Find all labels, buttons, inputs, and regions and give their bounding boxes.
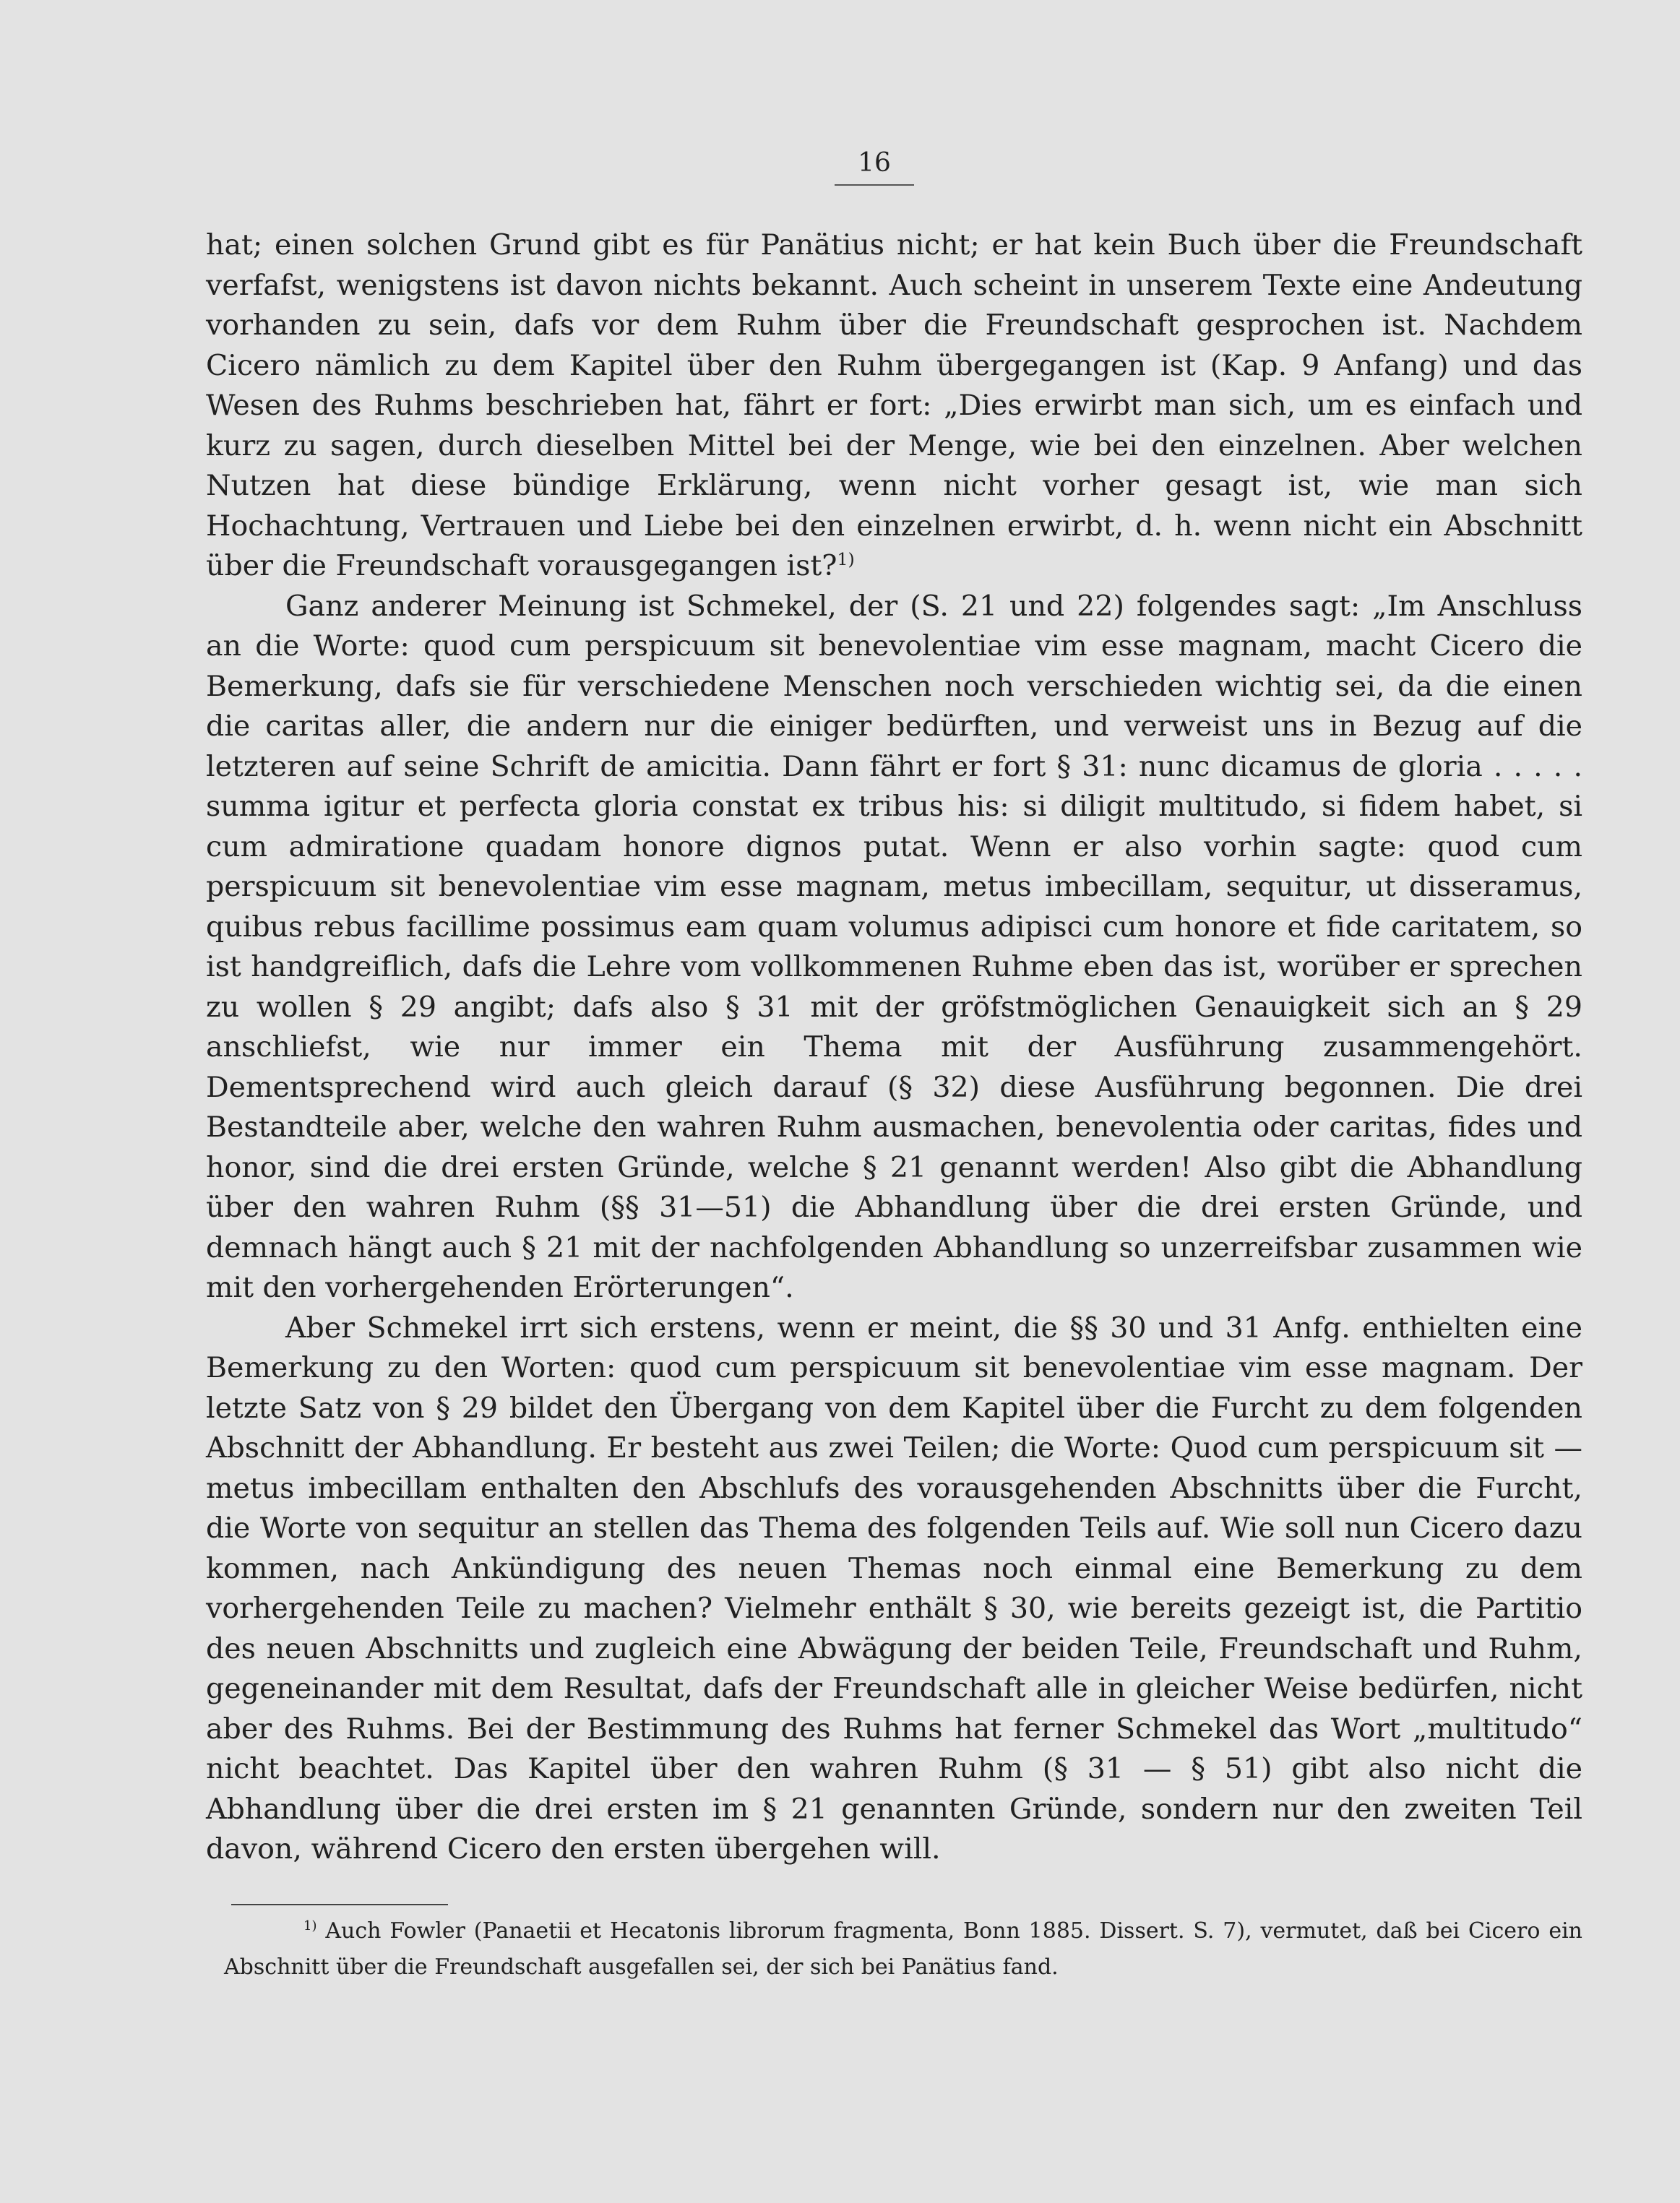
footnote-mark: 1) — [303, 1918, 317, 1933]
footnote — [224, 1913, 1582, 1986]
paragraph — [206, 587, 1582, 1309]
footnote-rule — [231, 1904, 448, 1905]
paragraph-text: Aber Schmekel irrt sich erstens, wenn er meint, die §§ 30 und 31 Anfg. enthielten eine Bemerkung zu den Worten: quod cum perspicuum sit benevolentiae vim esse magnam. Der letzte Satz von § 29 bildet den Übergang von dem Kapitel über die Furcht zu dem folgenden Abschnitt der Abhandlung. Er besteht aus zwei Teilen; die Worte: Quod cum perspicuum sit — metus imbecillam enthalten den Abschlufs des vorausgehenden Abschnitts über die Furcht, die Worte von sequitur an stellen das Thema des folgenden Teils auf. Wie soll nun Cicero dazu kommen, nach Ankündigung des neuen Themas noch einmal eine Bemerkung zu dem vorhergehenden Teile zu machen? Vielmehr enthält § 30, wie bereits gezeigt ist, die Partitio des neuen Abschnitts und zugleich eine Abwägung der beiden Teile, Freundschaft und Ruhm, gegeneinander mit dem Resultat, dafs der Freundschaft alle in gleicher Weise bedürfen, nicht aber des Ruhms. Bei der Bestimmung des Ruhms hat ferner Schmekel das Wort „multitudo“ nicht beachtet. Das Kapitel über den wahren Ruhm (§ 31 — § 51) gibt also nicht die Abhandlung über die drei ersten im § 21 genannten Gründe, sondern nur den zweiten Teil davon, während Cicero den ersten übergehen will. — [206, 1311, 1582, 1866]
body-text — [206, 225, 1582, 1870]
paragraph-text: hat; einen solchen Grund gibt es für Panätius nicht; er hat kein Buch über die Freundschaft verfafst, wenigstens ist davon nichts bekannt. Auch scheint in unserem Texte eine Andeutung vorhanden zu sein, dafs vor dem Ruhm über die Freundschaft gesprochen ist. Nachdem Cicero nämlich zu dem Kapitel über den Ruhm übergegangen ist (Kap. 9 Anfang) und das Wesen des Ruhms beschrieben hat, fährt er fort: „Dies erwirbt man sich, um es einfach und kurz zu sagen, durch dieselben Mittel bei der Menge, wie bei den einzelnen. Aber welchen Nutzen hat diese bündige Erklärung, wenn nicht vorher gesagt ist, wie man sich Hochachtung, Vertrauen und Liebe bei den einzelnen erwirbt, d. h. wenn nicht ein Abschnitt über die Freundschaft vorausgegangen ist? — [206, 228, 1582, 582]
footnote-reference: 1) — [837, 548, 855, 569]
page-number: 16 — [858, 148, 891, 178]
paragraph — [206, 1309, 1582, 1870]
page-number-rule — [835, 184, 914, 186]
footnote-text: Auch Fowler (Panaetii et Hecatonis librorum fragmenta, Bonn 1885. Dissert. S. 7), vermutet, daß bei Cicero ein Abschnitt über die Freundschaft ausgefallen sei, der sich bei Panätius fand. — [224, 1918, 1582, 1980]
paragraph-text: Ganz anderer Meinung ist Schmekel, der (S. 21 und 22) folgendes sagt: „Im Anschluss an die Worte: quod cum perspicuum sit benevolentiae vim esse magnam, macht Cicero die Bemerkung, dafs sie für verschiedene Menschen noch verschieden wichtig sei, da die einen die caritas aller, die andern nur die einiger bedürften, und verweist uns in Bezug auf die letzteren auf seine Schrift de amicitia. Dann fährt er fort § 31: nunc dicamus de gloria . . . . . summa igitur et perfecta gloria constat ex tribus his: si diligit multitudo, si fidem habet, si cum admiratione quadam honore dignos putat. Wenn er also vorhin sagte: quod cum perspicuum sit benevolentiae vim esse magnam, metus imbecillam, sequitur, ut disseramus, quibus rebus facillime possimus eam quam volumus adipisci cum honore et fide caritatem, so ist handgreiflich, dafs die Lehre vom vollkommenen Ruhme eben das ist, worüber er sprechen zu wollen § 29 angibt; dafs also § 31 mit der gröfstmöglichen Genauigkeit sich an § 29 anschliefst, wie nur immer ein Thema mit der Ausführung zusammengehört. Dementsprechend wird auch gleich darauf (§ 32) diese Ausführung begonnen. Die drei Bestandteile aber, welche den wahren Ruhm ausmachen, benevolentia oder caritas, fides und honor, sind die drei ersten Gründe, welche § 21 genannt werden! Also gibt die Abhandlung über den wahren Ruhm (§§ 31—51) die Abhandlung über die drei ersten Gründe, und demnach hängt auch § 21 mit der nachfolgenden Abhandlung so unzerreifsbar zusammen wie mit den vorhergehenden Erörterungen“. — [206, 589, 1582, 1304]
paragraph — [206, 225, 1582, 587]
